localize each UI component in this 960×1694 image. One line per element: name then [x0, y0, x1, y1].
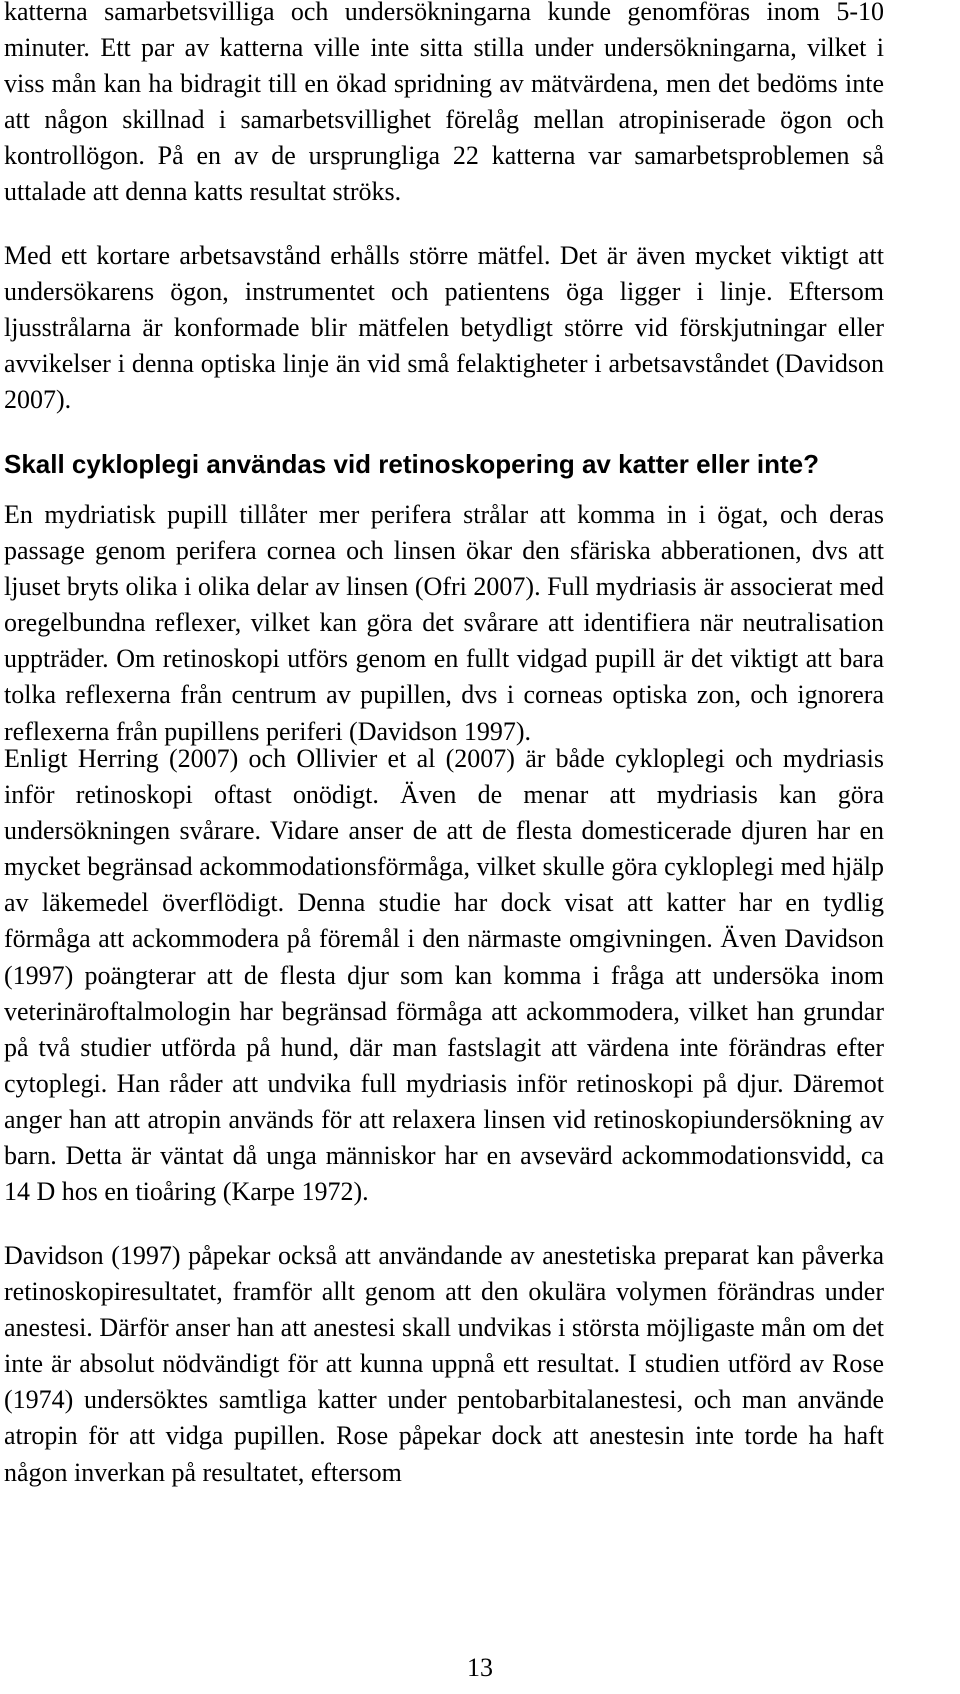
paragraph-herring-ollivier: Enligt Herring (2007) och Ollivier et al (2007) är både cykloplegi och mydriasis inför retinoskopi oftast onödigt. Även de menar att mydriasis kan göra undersökningen svårare. Vidare anser de att de flesta domesticerade djuren har en mycket begränsad ackommodationsförmåga, vilket skulle göra cykloplegi med hjälp av läkemedel överflödigt. Denna studie har dock visat att katter har en tydlig förmåga att ackommodera på föremål i den närmaste omgivningen. Även Davidson (1997) poängterar att de flesta djur som kan komma i fråga att undersöka inom veterinäroftalmologin har begränsad förmåga att ackommodera, vilket han grundar på två studier utförda på hund, där man fastslagit att värdena inte förändras efter cytoplegi. Han råder att undvika full mydriasis inför retinoskopi på djur. Däremot anger han att atropin används för att relaxera linsen vid retinoskopiundersökning av barn. Detta är väntat då unga människor har en avsevärd ackommodationsvidd, ca 14 D hos en tioåring (Karpe 1972).	[4, 744, 884, 1207]
paragraph-working-distance: Med ett kortare arbetsavstånd erhålls större mätfel. Det är även mycket viktigt att undersökarens ögon, instrumentet och patientens öga ligger i linje. Eftersom ljusstrålarna är konformade blir mätfelen betydligt större vid förskjutningar eller avvikelser i denna optiska linje än vid små felaktigheter i arbetsavståndet (Davidson 2007).	[4, 241, 884, 415]
section-heading: Skall cykloplegi användas vid retinoskopering av katter eller inte?	[4, 449, 819, 479]
paragraph-mydriatic-pupil: En mydriatisk pupill tillåter mer perifera strålar att komma in i ögat, och deras passage genom perifera cornea och linsen ökar den sfäriska abberationen, dvs att ljuset bryts olika i olika delar av linsen (Ofri 2007). Full mydriasis är associerat med oregelbundna reflexer, vilket kan göra det svårare att identifiera när neutralisation uppträder. Om retinoskopi utförs genom en fullt vidgad pupill är det viktigt att bara tolka reflexerna från centrum av pupillen, dvs i corneas optiska zon, och ignorera reflexerna från pupillens periferi (Davidson 1997).	[4, 500, 884, 746]
paragraph-cat-cooperation: katterna samarbetsvilliga och undersökningarna kunde genomföras inom 5-10 minuter. Ett par av katterna ville inte sitta stilla under undersökningarna, vilket i viss mån kan ha bidragit till en ökad spridning av mätvärdena, men det bedöms inte att någon skillnad i samarbetsvillighet förelåg mellan atropiniserade ögon och kontrollögon. På en av de ursprungliga 22 katterna var samarbetsproblemen så uttalade att denna katts resultat ströks.	[4, 0, 884, 207]
page-number: 13	[467, 1653, 493, 1682]
paragraph-anesthesia: Davidson (1997) påpekar också att användande av anestetiska preparat kan påverka retinoskopiresultatet, framför allt genom att den okulära volymen förändras under anestesi. Därför anser han att anestesi skall undvikas i största möjligaste mån om det inte är absolut nödvändigt för att kunna uppnå ett resultat. I studien utförd av Rose (1974) undersöktes samtliga katter under pentobarbitalanestesi, och man använde atropin för att vidga pupillen. Rose påpekar dock att anestesin inte torde ha haft någon inverkan på resultatet, eftersom	[4, 1241, 884, 1487]
